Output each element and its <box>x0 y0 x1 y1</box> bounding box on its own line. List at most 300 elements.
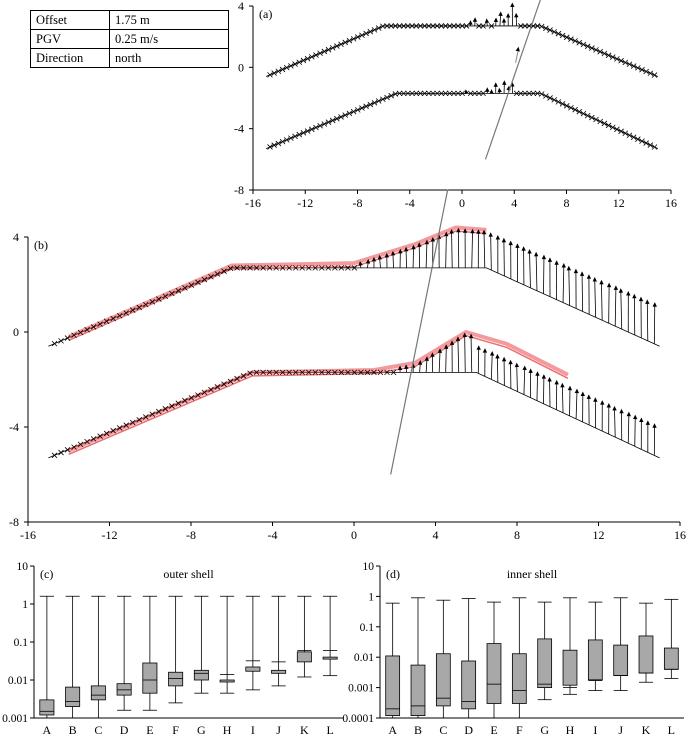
x-tick-label: 4 <box>432 528 439 542</box>
x-tick-label: 4 <box>511 196 518 210</box>
node-marker <box>364 104 369 109</box>
box <box>563 650 577 685</box>
arrow-head <box>632 294 636 299</box>
box-I <box>588 602 602 690</box>
arrow-head <box>510 3 514 8</box>
y-tick-label: 0.001 <box>348 682 374 695</box>
node-marker <box>276 69 281 74</box>
panel-a <box>234 0 677 210</box>
node-marker <box>347 38 352 43</box>
arrow-head <box>485 18 489 23</box>
panel-title: inner shell <box>506 567 558 581</box>
arrow-head <box>476 345 480 350</box>
node-marker <box>606 53 611 58</box>
arrow-head <box>599 280 603 285</box>
x-tick-label: 12 <box>612 196 625 210</box>
x-tick-label: -8 <box>352 196 363 210</box>
displacement-arrow <box>621 290 622 329</box>
arrow-head <box>496 235 500 240</box>
displacement-arrow <box>426 242 427 268</box>
node-marker <box>284 137 289 142</box>
box-E <box>143 596 157 710</box>
arrow-head <box>495 354 499 359</box>
node-marker <box>343 40 348 45</box>
node-marker <box>351 109 356 114</box>
node-marker <box>372 27 377 32</box>
box <box>220 680 234 682</box>
y-tick-label: 10 <box>16 561 28 573</box>
arrow-head <box>639 297 643 302</box>
node-marker <box>293 134 298 139</box>
node-marker <box>594 47 599 52</box>
box-K <box>639 603 653 682</box>
arrow-head <box>528 368 532 373</box>
y-tick-label: 4 <box>13 230 19 244</box>
arrow-head <box>522 365 526 370</box>
y-tick-label: 0.1 <box>13 637 28 649</box>
node-marker <box>339 114 344 119</box>
arrow-head <box>489 89 493 94</box>
y-tick-label: 0 <box>13 325 19 339</box>
node-marker <box>652 73 657 78</box>
displacement-arrow <box>536 254 537 291</box>
box <box>91 686 105 700</box>
node-marker <box>59 450 64 455</box>
node-marker <box>614 56 619 61</box>
y-tick-label: 0.001 <box>2 713 28 725</box>
node-marker <box>602 51 607 56</box>
node-marker <box>355 107 360 112</box>
box-A <box>40 596 54 718</box>
y-tick-label: -8 <box>9 515 19 529</box>
panel-label: (a) <box>259 7 273 21</box>
displacement-arrow <box>628 414 629 444</box>
x-tick-label: D <box>464 723 474 734</box>
box-L <box>323 596 337 675</box>
node-marker <box>577 40 582 45</box>
displacement-arrow <box>562 385 563 413</box>
node-marker <box>376 99 381 104</box>
x-tick-label: J <box>276 723 281 734</box>
x-tick-label: H <box>222 723 232 734</box>
box <box>143 663 157 693</box>
x-tick-label: 8 <box>563 196 570 210</box>
node-marker <box>301 58 306 63</box>
box-G <box>194 596 208 693</box>
displacement-arrow <box>484 232 485 268</box>
x-tick-label: -4 <box>267 528 278 542</box>
arrow-head <box>627 412 631 417</box>
node-marker <box>619 58 624 63</box>
inner-shell-line <box>48 372 659 458</box>
box <box>411 665 425 715</box>
box-C <box>436 600 450 718</box>
x-tick-label: L <box>667 723 676 734</box>
arrow-head <box>554 380 558 385</box>
node-marker <box>272 143 277 148</box>
node-marker <box>631 64 636 69</box>
box-B <box>66 596 80 718</box>
arrow-head <box>534 252 538 257</box>
displacement-arrow <box>582 273 583 311</box>
displacement-arrow <box>446 234 447 268</box>
x-tick-label: E <box>490 723 498 734</box>
arrow-head <box>619 409 623 414</box>
node-marker <box>267 144 272 149</box>
node-marker <box>543 26 548 31</box>
x-tick-label: B <box>68 723 77 734</box>
arrow-head <box>607 403 611 408</box>
box <box>194 670 208 680</box>
arrow-head <box>502 357 506 362</box>
node-marker <box>627 62 632 67</box>
x-tick-label: I <box>250 723 255 734</box>
node-marker <box>568 37 573 42</box>
node-marker <box>297 60 302 65</box>
node-marker <box>305 129 310 134</box>
arrow-head <box>645 299 649 304</box>
arrow-head <box>593 397 597 402</box>
arrow-head <box>607 283 611 288</box>
panel-title: outer shell <box>163 567 214 581</box>
displacement-arrow <box>471 336 472 373</box>
node-marker <box>330 118 335 123</box>
displacement-arrow <box>647 301 648 341</box>
displacement-arrow <box>465 334 466 372</box>
box-E <box>487 602 501 718</box>
node-marker <box>581 42 586 47</box>
node-marker <box>564 35 569 40</box>
param-value: north <box>110 49 229 68</box>
panel-b <box>9 190 686 543</box>
x-tick-label: D <box>119 723 129 734</box>
x-tick-label: F <box>172 723 179 734</box>
arrow-head <box>568 386 572 391</box>
node-marker <box>598 49 603 54</box>
arrow-head <box>626 291 630 296</box>
node-marker <box>313 53 318 58</box>
box-K <box>297 596 311 677</box>
x-tick-label: H <box>565 723 575 734</box>
displacement-arrow <box>595 279 596 317</box>
node-marker <box>640 67 645 72</box>
x-tick-label: E <box>146 723 154 734</box>
fault-line <box>391 190 448 475</box>
y-tick-label: 4 <box>238 0 244 13</box>
arrow-head <box>502 18 506 23</box>
x-tick-label: -4 <box>404 196 415 210</box>
node-marker <box>280 139 285 144</box>
box <box>614 645 628 675</box>
arrow-head <box>633 415 637 420</box>
node-marker <box>326 120 331 125</box>
arrow-head <box>652 423 656 428</box>
box <box>323 657 337 659</box>
arrow-head <box>614 285 618 290</box>
box <box>512 654 526 704</box>
node-marker <box>334 44 339 49</box>
node-marker <box>355 35 360 40</box>
displacement-arrow <box>446 346 447 372</box>
box-G <box>538 602 552 700</box>
y-tick-label: 0.1 <box>359 621 374 634</box>
x-tick-label: C <box>94 723 103 734</box>
box-B <box>411 598 425 718</box>
arrow-head <box>575 389 579 394</box>
displacement-arrow <box>472 231 473 268</box>
x-tick-label: 16 <box>665 196 677 210</box>
arrow-head <box>483 348 487 353</box>
node-marker <box>364 31 369 36</box>
arrow-head <box>494 17 498 22</box>
box-J <box>272 596 286 686</box>
node-marker <box>359 106 364 111</box>
node-marker <box>648 71 653 76</box>
arrow-head <box>567 266 571 271</box>
param-key: PGV <box>31 30 110 49</box>
x-tick-label: G <box>540 723 550 734</box>
displacement-arrow <box>530 251 531 288</box>
x-tick-label: G <box>197 723 206 734</box>
node-marker <box>573 38 578 43</box>
displacement-arrow <box>615 287 616 326</box>
node-marker <box>52 341 57 346</box>
arrow-head <box>506 13 510 18</box>
panel-d <box>342 561 684 734</box>
node-marker <box>376 26 381 31</box>
arrow-head <box>653 302 657 307</box>
x-tick-label: 0 <box>351 528 357 542</box>
box <box>66 687 80 706</box>
node-marker <box>272 71 277 76</box>
displacement-arrow <box>524 367 525 394</box>
node-marker <box>288 136 293 141</box>
displacement-arrow <box>406 249 407 268</box>
node-marker <box>309 127 314 132</box>
node-marker <box>284 65 289 70</box>
node-marker <box>293 62 298 67</box>
box <box>169 672 183 686</box>
box <box>487 644 501 704</box>
x-tick-label: -16 <box>20 528 36 542</box>
arrow-head <box>542 374 546 379</box>
arrow-head <box>580 271 584 276</box>
box <box>639 636 653 673</box>
node-marker <box>318 123 323 128</box>
x-tick-label: -12 <box>297 196 314 210</box>
arrow-head <box>587 274 591 279</box>
y-tick-label: 0 <box>238 60 244 75</box>
node-marker <box>389 93 394 98</box>
box-F <box>512 598 526 718</box>
displacement-arrow <box>452 231 453 268</box>
node-marker <box>347 111 352 116</box>
displacement-arrow <box>537 373 538 400</box>
arrow-head <box>574 269 578 274</box>
arrow-head <box>502 80 506 85</box>
x-tick-label: L <box>326 723 334 734</box>
arrow-head <box>587 394 591 399</box>
x-tick-label: -8 <box>186 528 196 542</box>
x-tick-label: I <box>593 723 598 734</box>
box-F <box>169 596 183 703</box>
box-H <box>563 598 577 695</box>
node-marker <box>351 36 356 41</box>
x-tick-label: -12 <box>101 528 118 542</box>
param-key: Offset <box>31 11 110 30</box>
node-marker <box>368 29 373 34</box>
x-tick-label: 16 <box>674 528 686 542</box>
box-D <box>462 599 476 718</box>
node-marker <box>301 130 306 135</box>
param-key: Direction <box>31 49 110 68</box>
node-marker <box>359 33 364 38</box>
arrow-head <box>542 255 546 260</box>
x-tick-label: 12 <box>592 528 605 542</box>
arrow-head <box>535 371 539 376</box>
displacement-arrow <box>601 282 602 320</box>
y-tick-label: 0.0001 <box>342 713 374 725</box>
offset-arrow-head <box>516 47 520 52</box>
node-marker <box>305 56 310 61</box>
x-tick-label: 0 <box>459 196 465 210</box>
param-value: 1.75 m <box>110 11 229 30</box>
node-marker <box>326 47 331 52</box>
arrow-head <box>548 257 552 262</box>
y-tick-label: -4 <box>9 420 19 434</box>
node-marker <box>368 102 373 107</box>
displacement-arrow <box>576 391 577 419</box>
node-marker <box>644 69 649 74</box>
box <box>40 700 54 715</box>
box-H <box>220 596 234 693</box>
x-tick-label: C <box>439 723 448 734</box>
y-tick-label: -4 <box>234 121 244 136</box>
displacement-arrow <box>439 350 440 372</box>
node-marker <box>267 72 272 77</box>
panel-label: (c) <box>40 567 54 581</box>
arrow-head <box>593 277 597 282</box>
arrow-head <box>646 420 650 425</box>
node-marker <box>589 46 594 51</box>
x-tick-label: A <box>388 723 398 734</box>
box <box>246 667 260 671</box>
arrow-head <box>547 377 551 382</box>
arrow-head <box>554 260 558 265</box>
displacement-arrow <box>491 234 492 270</box>
y-tick-label: 10 <box>362 561 374 573</box>
box <box>117 684 131 695</box>
node-marker <box>539 24 544 29</box>
node-marker <box>322 49 327 54</box>
x-tick-label: B <box>413 723 423 734</box>
x-tick-label: J <box>618 723 624 734</box>
arrow-head <box>600 400 604 405</box>
node-marker <box>309 54 314 59</box>
arrow-head <box>514 13 518 18</box>
box <box>588 640 602 680</box>
box-D <box>117 596 131 710</box>
box <box>272 670 286 673</box>
y-tick-label: 0.01 <box>353 652 374 665</box>
box-I <box>246 596 260 690</box>
node-marker <box>610 55 615 60</box>
box <box>386 656 400 716</box>
node-marker <box>552 29 557 34</box>
arrow-head <box>494 82 498 87</box>
arrow-head <box>527 249 531 254</box>
arrow-head <box>515 243 519 248</box>
node-marker <box>297 132 302 137</box>
x-tick-label: A <box>42 723 52 734</box>
arrow-head <box>498 88 502 93</box>
node-marker <box>65 336 70 341</box>
node-marker <box>560 33 565 38</box>
arrow-head <box>560 383 564 388</box>
inner-displaced-band <box>69 332 568 451</box>
box <box>297 652 311 662</box>
node-marker <box>372 100 377 105</box>
node-marker <box>623 60 628 65</box>
arrow-head <box>619 288 623 293</box>
arrow-head <box>612 406 616 411</box>
displacement-arrow <box>569 268 570 306</box>
x-tick-label: 8 <box>514 528 520 542</box>
y-tick-label: 1 <box>22 599 28 611</box>
arrow-head <box>498 11 502 16</box>
displacement-arrow <box>563 265 564 303</box>
arrow-head <box>581 391 585 396</box>
node-marker <box>548 28 553 33</box>
x-tick-label: F <box>515 723 523 734</box>
panel-c <box>2 561 343 734</box>
x-tick-label: K <box>641 723 651 734</box>
node-marker <box>322 121 327 126</box>
arrow-head <box>639 417 643 422</box>
box-C <box>91 596 105 718</box>
arrow-head <box>473 17 477 22</box>
node-marker <box>288 63 293 68</box>
arrow-head <box>509 241 513 246</box>
arrow-head <box>508 360 512 365</box>
node-marker <box>280 67 285 72</box>
arrow-head <box>485 87 489 92</box>
box <box>538 639 552 688</box>
node-marker <box>52 453 57 458</box>
box-J <box>614 598 628 691</box>
node-marker <box>339 42 344 47</box>
y-tick-label: 1 <box>368 591 374 604</box>
arrow-head <box>489 232 493 237</box>
box-A <box>386 603 400 718</box>
node-marker <box>343 113 348 118</box>
node-marker <box>313 125 318 130</box>
x-tick-label: K <box>300 723 309 734</box>
node-marker <box>385 95 390 100</box>
node-marker <box>635 65 640 70</box>
box-L <box>664 599 678 678</box>
panel-label: (b) <box>34 238 48 252</box>
displacement-arrow <box>614 408 615 437</box>
node-marker <box>330 45 335 50</box>
arrow-head <box>521 246 525 251</box>
node-marker <box>556 31 561 36</box>
displacement-arrow <box>491 353 492 379</box>
node-marker <box>59 338 64 343</box>
displacement-arrow <box>517 365 518 392</box>
y-tick-label: -8 <box>234 183 244 197</box>
node-marker <box>585 44 590 49</box>
